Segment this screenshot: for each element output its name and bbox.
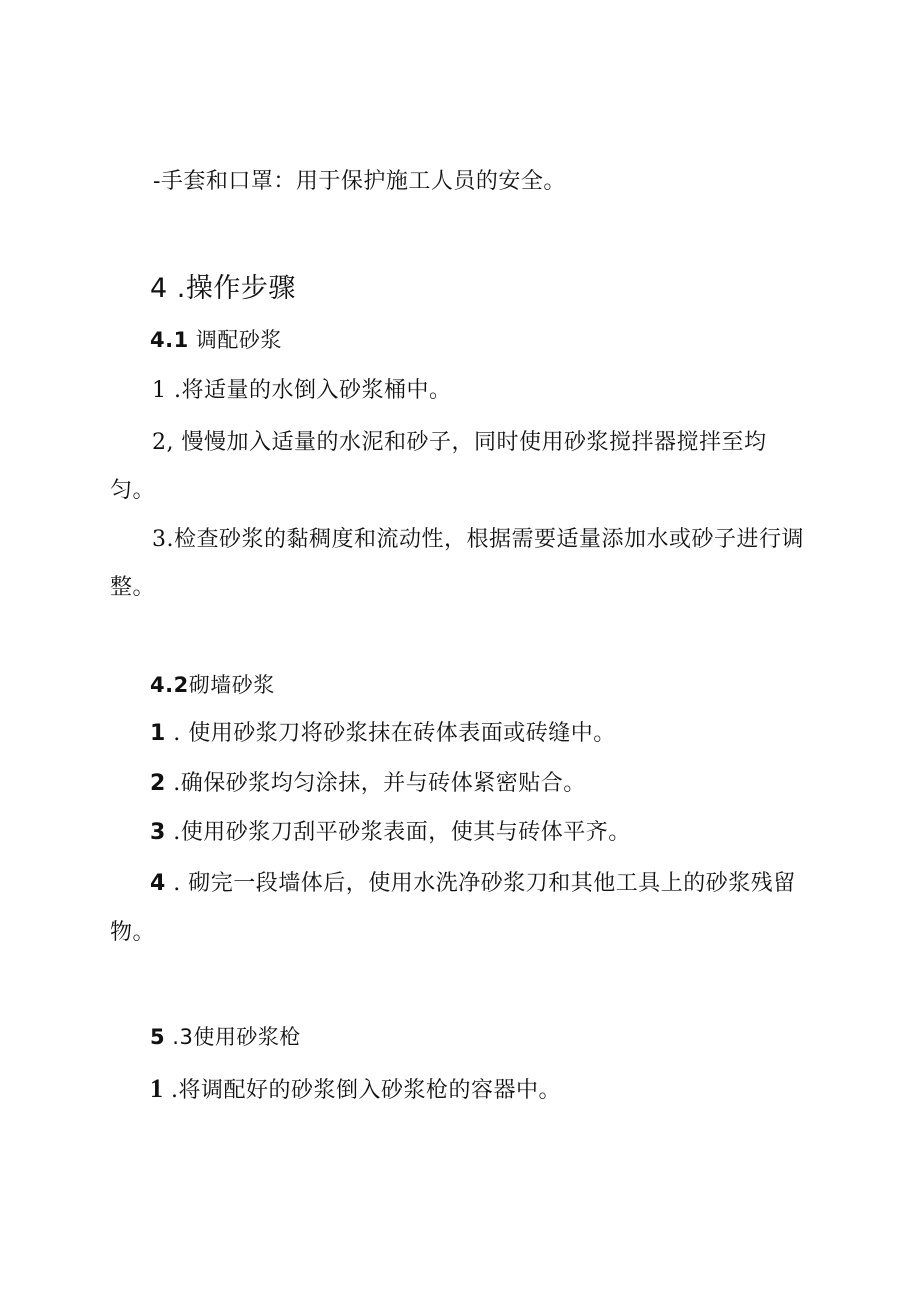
- list-number: 1: [150, 721, 166, 746]
- list-text: . 砌完一段墙体后，使用水洗净砂浆刀和其他工具上的砂浆残留: [165, 871, 796, 896]
- list-number: 4: [150, 871, 166, 896]
- subsection-number: 4.2: [150, 673, 189, 697]
- list-number: 3: [150, 820, 166, 845]
- list-item: [150, 818, 631, 848]
- list-number: 1: [150, 1074, 164, 1103]
- list-item-continuation: 整。: [110, 575, 156, 600]
- subsection-heading-5-3: [150, 1022, 301, 1052]
- subsection-heading-4-1: [150, 325, 282, 355]
- subsection-number: 4.1: [150, 328, 189, 352]
- list-text: .将调配好的砂浆倒入砂浆枪的容器中。: [163, 1078, 561, 1103]
- list-item: [150, 769, 586, 799]
- subsection-title: 砌墙砂浆: [188, 673, 275, 697]
- section-heading-4: [150, 272, 296, 306]
- section-number: 4: [150, 273, 168, 304]
- list-item: 3.检查砂浆的黏稠度和流动性，根据需要适量添加水或砂子进行调: [152, 527, 804, 552]
- subsection-title: .3使用砂浆枪: [165, 1025, 301, 1049]
- list-text: .确保砂浆均匀涂抹，并与砖体紧密贴合。: [165, 771, 586, 796]
- list-item: [150, 719, 616, 749]
- list-text: .使用砂浆刀刮平砂浆表面，使其与砖体平齐。: [165, 820, 631, 845]
- subsection-number: 5: [150, 1025, 166, 1049]
- subsection-title: 调配砂浆: [188, 328, 282, 352]
- list-item-gloves-masks: -手套和口罩：用于保护施工人员的安全。: [153, 169, 566, 194]
- list-item-continuation: 物。: [110, 920, 156, 945]
- list-item: [150, 1074, 561, 1106]
- list-text: . 使用砂浆刀将砂浆抹在砖体表面或砖缝中。: [165, 721, 616, 746]
- subsection-heading-4-2: [150, 670, 275, 700]
- list-item: 1 .将适量的水倒入砂浆桶中。: [152, 378, 452, 403]
- section-title: .操作步骤: [167, 273, 296, 304]
- list-item: 2, 慢慢加入适量的水泥和砂子，同时使用砂浆搅拌器搅拌至均: [152, 430, 767, 455]
- list-item-continuation: 匀。: [110, 478, 156, 503]
- list-item: [150, 869, 796, 899]
- list-number: 2: [150, 771, 166, 796]
